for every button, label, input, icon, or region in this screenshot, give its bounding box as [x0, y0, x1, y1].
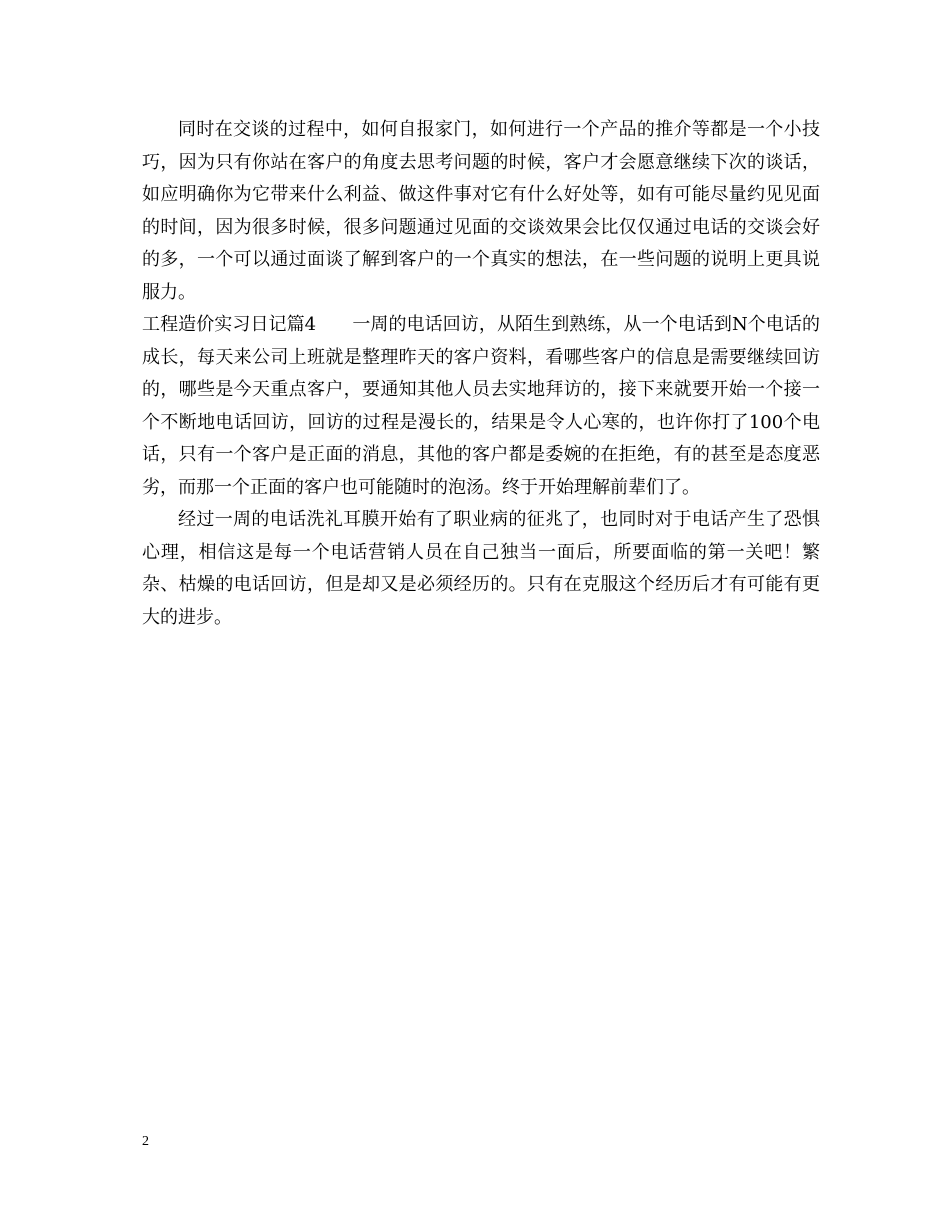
- paragraph-1: 同时在交谈的过程中，如何自报家门，如何进行一个产品的推介等都是一个小技巧，因为只有你站在客户的角度去思考问题的时候，客户才会愿意继续下次的谈话，如应明确你为它带来什么利益、做这件事对它有什么好处等，如有可能尽量约见见面的时间，因为很多时候，很多问题通过见面的交谈效果会比仅仅通过电话的交谈会好的多，一个可以通过面谈了解到客户的一个真实的想法，在一些问题的说明上更具说服力。: [142, 119, 820, 303]
- document-body: [142, 114, 820, 634]
- paragraph-2: 工程造价实习日记篇4 一周的电话回访，从陌生到熟练，从一个电话到N个电话的成长，每天来公司上班就是整理昨天的客户资料，看哪些客户的信息是需要继续回访的，哪些是今天重点客户，要通知其他人员去实地拜访的，接下来就要开始一个接一个不断地电话回访，回访的过程是漫长的，结果是令人心寒的，也许你打了100个电话，只有一个客户是正面的消息，其他的客户都是委婉的在拒绝，有的甚至是态度恶劣，而那一个正面的客户也可能随时的泡汤。终于开始理解前辈们了。: [142, 314, 820, 498]
- paragraph-3: 经过一周的电话洗礼耳膜开始有了职业病的征兆了，也同时对于电话产生了恐惧心理，相信这是每一个电话营销人员在自己独当一面后，所要面临的第一关吧！繁杂、枯燥的电话回访，但是却又是必须经历的。只有在克服这个经历后才有可能有更大的进步。: [142, 509, 820, 628]
- page-number: 2: [142, 1134, 149, 1149]
